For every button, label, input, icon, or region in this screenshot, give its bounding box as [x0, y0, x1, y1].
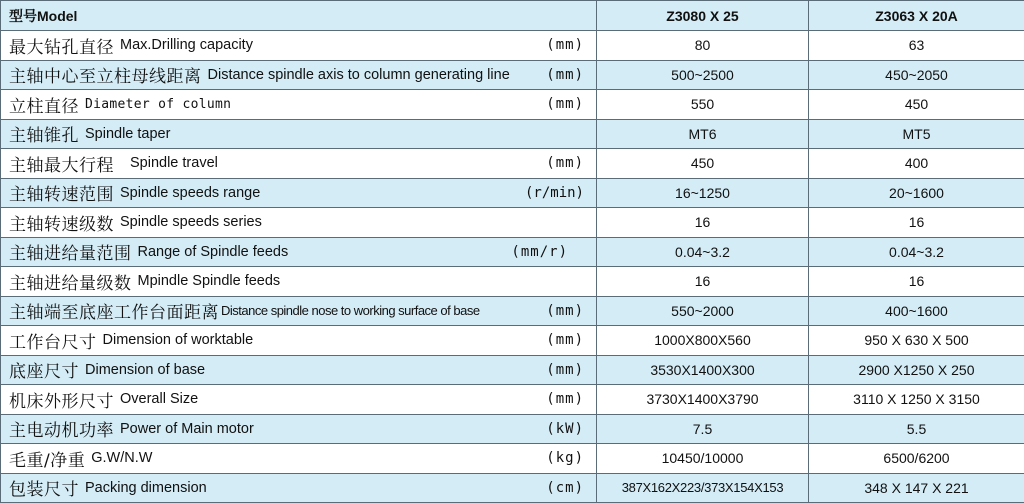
- value-model-2: 16: [809, 267, 1024, 297]
- param-en: Dimension of worktable: [103, 332, 254, 348]
- value-model-2: 400: [809, 149, 1024, 179]
- param-en: Range of Spindle feeds: [138, 244, 289, 260]
- param-cn: 包装尺寸: [9, 475, 79, 500]
- value-model-1: MT6: [597, 119, 809, 149]
- value-model-1: 550: [597, 90, 809, 120]
- value-model-2: 6500/6200: [809, 444, 1024, 474]
- param-cell: [1, 60, 597, 90]
- value-model-2: 450: [809, 90, 1024, 120]
- value-model-2: 16: [809, 208, 1024, 238]
- param-cell: [1, 385, 597, 415]
- param-cell: [1, 237, 597, 267]
- param-en: G.W/N.W: [91, 450, 152, 466]
- param-unit: (mm/r): [511, 244, 588, 260]
- param-cn: 主轴进给量级数: [9, 269, 132, 294]
- table-row: [1, 414, 1024, 444]
- table-row: [1, 31, 1024, 61]
- param-cell: [1, 267, 597, 297]
- table-row: [1, 149, 1024, 179]
- param-unit: (mm): [546, 155, 588, 171]
- param-cn: 主电动机功率: [9, 416, 114, 441]
- param-en: Packing dimension: [85, 480, 207, 496]
- value-model-1: 550~2000: [597, 296, 809, 326]
- param-unit: (mm): [546, 37, 588, 53]
- param-unit: (mm): [546, 362, 588, 378]
- value-model-2: 400~1600: [809, 296, 1024, 326]
- table-row: [1, 296, 1024, 326]
- table-row: [1, 119, 1024, 149]
- param-en: Mpindle Spindle feeds: [138, 273, 281, 289]
- value-model-1: 7.5: [597, 414, 809, 444]
- value-model-2: 5.5: [809, 414, 1024, 444]
- model-2-header: Z3063 X 20A: [809, 1, 1024, 31]
- table-row: [1, 326, 1024, 356]
- param-unit: (mm): [546, 332, 588, 348]
- model-1-header: Z3080 X 25: [597, 1, 809, 31]
- param-en: Spindle speeds range: [120, 185, 260, 201]
- value-model-1: 1000X800X560: [597, 326, 809, 356]
- param-cn: 主轴锥孔: [9, 121, 79, 146]
- table-row: [1, 267, 1024, 297]
- value-model-1: 3730X1400X3790: [597, 385, 809, 415]
- param-cn: 毛重/净重: [9, 446, 85, 471]
- value-model-1: 80: [597, 31, 809, 61]
- table-row: [1, 237, 1024, 267]
- value-model-1: 387X162X223/373X154X153: [597, 473, 809, 503]
- param-cn: 主轴转速范围: [9, 180, 114, 205]
- param-cn: 立柱直径: [9, 92, 79, 117]
- param-cell: [1, 119, 597, 149]
- value-model-1: 10450/10000: [597, 444, 809, 474]
- param-cell: [1, 90, 597, 120]
- value-model-2: 2900 X1250 X 250: [809, 355, 1024, 385]
- table-row: [1, 60, 1024, 90]
- table-row: [1, 355, 1024, 385]
- param-cn: 底座尺寸: [9, 357, 79, 382]
- value-model-2: 950 X 630 X 500: [809, 326, 1024, 356]
- value-model-2: 450~2050: [809, 60, 1024, 90]
- value-model-1: 450: [597, 149, 809, 179]
- param-en: Distance spindle nose to working surface of base: [221, 303, 480, 318]
- param-cn: 最大钻孔直径: [9, 33, 114, 58]
- param-cell: [1, 178, 597, 208]
- table-row: [1, 90, 1024, 120]
- value-model-1: 16~1250: [597, 178, 809, 208]
- param-unit: (mm): [546, 67, 588, 83]
- param-cn: 主轴最大行程: [9, 151, 114, 176]
- model-header-cell: [1, 1, 597, 31]
- param-cn: 主轴端至底座工作台面距离: [9, 298, 219, 323]
- param-en: Spindle taper: [85, 126, 170, 142]
- value-model-2: MT5: [809, 119, 1024, 149]
- param-cn: 主轴中心至立柱母线距离: [9, 62, 202, 87]
- param-en: Spindle travel: [130, 155, 218, 171]
- param-en: Dimension of base: [85, 362, 205, 378]
- param-en: Diameter of column: [85, 97, 231, 112]
- param-unit: (kg): [546, 450, 588, 466]
- value-model-1: 500~2500: [597, 60, 809, 90]
- value-model-1: 16: [597, 208, 809, 238]
- table-row: [1, 208, 1024, 238]
- param-en: Max.Drilling capacity: [120, 37, 253, 53]
- value-model-2: 0.04~3.2: [809, 237, 1024, 267]
- param-en: Overall Size: [120, 391, 198, 407]
- param-cell: [1, 31, 597, 61]
- param-en: Power of Main motor: [120, 421, 254, 437]
- value-model-2: 348 X 147 X 221: [809, 473, 1024, 503]
- param-cell: [1, 208, 597, 238]
- param-en: Distance spindle axis to column generating line: [208, 67, 510, 83]
- model-header-cn: 型号: [9, 9, 37, 25]
- value-model-2: 3110 X 1250 X 3150: [809, 385, 1024, 415]
- param-cn: 主轴进给量范围: [9, 239, 132, 264]
- param-cell: [1, 296, 597, 326]
- value-model-2: 63: [809, 31, 1024, 61]
- value-model-1: 0.04~3.2: [597, 237, 809, 267]
- header-row: [1, 1, 1024, 31]
- param-cn: 机床外形尺寸: [9, 387, 114, 412]
- param-unit: (kW): [546, 421, 588, 437]
- param-unit: (mm): [546, 303, 588, 319]
- param-cn: 主轴转速级数: [9, 210, 114, 235]
- param-unit: (mm): [546, 96, 588, 112]
- param-unit: (mm): [546, 391, 588, 407]
- model-header-en: Model: [37, 8, 77, 24]
- param-cell: [1, 414, 597, 444]
- param-en: Spindle speeds series: [120, 214, 262, 230]
- param-cell: [1, 326, 597, 356]
- table-row: [1, 178, 1024, 208]
- value-model-1: 16: [597, 267, 809, 297]
- param-unit: (r/min): [525, 185, 588, 201]
- table-row: [1, 385, 1024, 415]
- param-cell: [1, 444, 597, 474]
- table-row: [1, 444, 1024, 474]
- param-cell: [1, 355, 597, 385]
- param-cell: [1, 473, 597, 503]
- value-model-1: 3530X1400X300: [597, 355, 809, 385]
- value-model-2: 20~1600: [809, 178, 1024, 208]
- param-cell: [1, 149, 597, 179]
- param-unit: (cm): [546, 480, 588, 496]
- table-row: [1, 473, 1024, 503]
- param-cn: 工作台尺寸: [9, 328, 97, 353]
